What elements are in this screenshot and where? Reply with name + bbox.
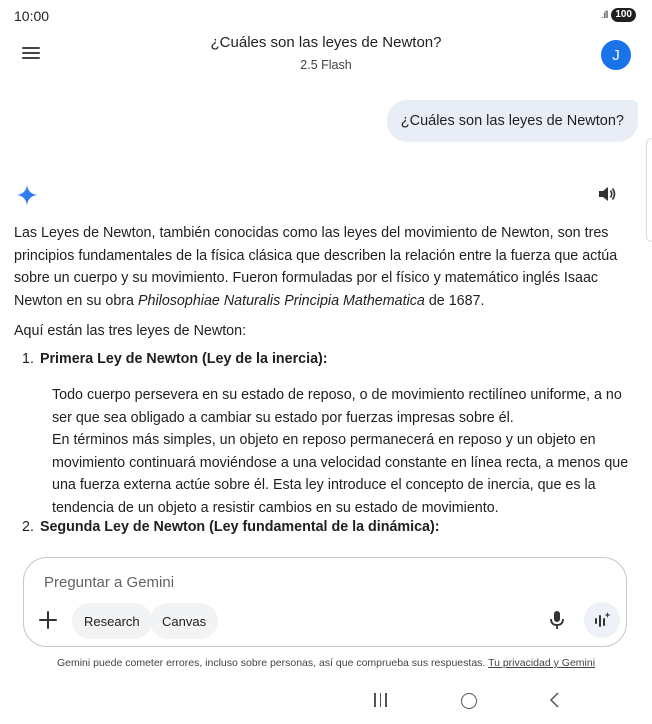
intro-text-end: de 1687. — [424, 292, 485, 309]
nav-recents-icon[interactable] — [374, 693, 390, 709]
speaker-icon[interactable] — [597, 185, 617, 203]
disclaimer — [0, 657, 652, 669]
page-title: ¿Cuáles son las leyes de Newton? — [210, 34, 442, 51]
status-time: 10:00 — [14, 8, 50, 24]
mic-icon[interactable] — [545, 608, 569, 632]
law-title: Segunda Ley de Newton (Ley fundamental de la dinámica): — [39, 519, 440, 535]
research-chip[interactable]: Research — [72, 603, 152, 639]
model-selector[interactable]: 2.5 Flash — [300, 58, 352, 72]
gemini-live-button[interactable] — [584, 602, 620, 638]
law-explanation: En términos más simples, un objeto en reposo permanecerá en reposo y un objeto en movimiento continuará moviéndose a una velocidad constante en línea recta, a menos que una fuerza externa actúe sobre él. Esta ley introduce el concepto de inercia, que es la tendencia de un objeto a resistir cambios en su estado de movimiento. — [52, 432, 629, 516]
signal-icon: .ıll — [601, 9, 608, 21]
law-title: Primera Ley de Newton (Ley de la inercia): — [39, 351, 328, 367]
gemini-sparkle-icon — [16, 184, 38, 206]
battery-icon: 100 — [611, 8, 636, 22]
nav-home-icon[interactable] — [461, 693, 477, 709]
nav-back-icon[interactable] — [548, 692, 562, 708]
list-number: 2. — [22, 519, 34, 535]
list-item — [22, 348, 632, 370]
canvas-chip[interactable]: Canvas — [150, 603, 218, 639]
side-panel-handle[interactable] — [646, 138, 652, 242]
list-intro: Aquí están las tres leyes de Newton: — [14, 323, 247, 339]
law-description — [52, 384, 636, 519]
list-number: 1. — [22, 351, 34, 367]
response-intro — [14, 222, 634, 312]
gemini-live-icon — [592, 610, 612, 630]
user-message-bubble: ¿Cuáles son las leyes de Newton? — [387, 100, 638, 142]
prompt-input[interactable]: Preguntar a Gemini — [44, 574, 175, 591]
avatar[interactable]: J — [601, 40, 631, 70]
plus-icon[interactable] — [36, 608, 60, 632]
intro-text: Las Leyes de Newton, también conocidas como las leyes del movimiento de Newton, son tres principios fundamentales de la física clásica que describen la relación entre la fuerza que actúa sobre un cuerpo y su movimiento. Fueron formuladas por el físico y matemático inglés Isaac Newton en su obra — [14, 225, 618, 309]
privacy-link[interactable]: Tu privacidad y Gemini — [488, 657, 596, 669]
status-indicators — [601, 8, 636, 22]
law-statement: Todo cuerpo persevera en su estado de reposo, o de movimiento rectilíneo uniforme, a no ser que sea obligado a cambiar su estado por fuerzas impresas sobre él. — [52, 387, 622, 426]
list-item — [22, 516, 632, 538]
work-title: Philosophiae Naturalis Principia Mathematica — [137, 292, 425, 309]
disclaimer-text: Gemini puede cometer errores, incluso sobre personas, así que comprueba sus respuestas. — [56, 657, 486, 669]
